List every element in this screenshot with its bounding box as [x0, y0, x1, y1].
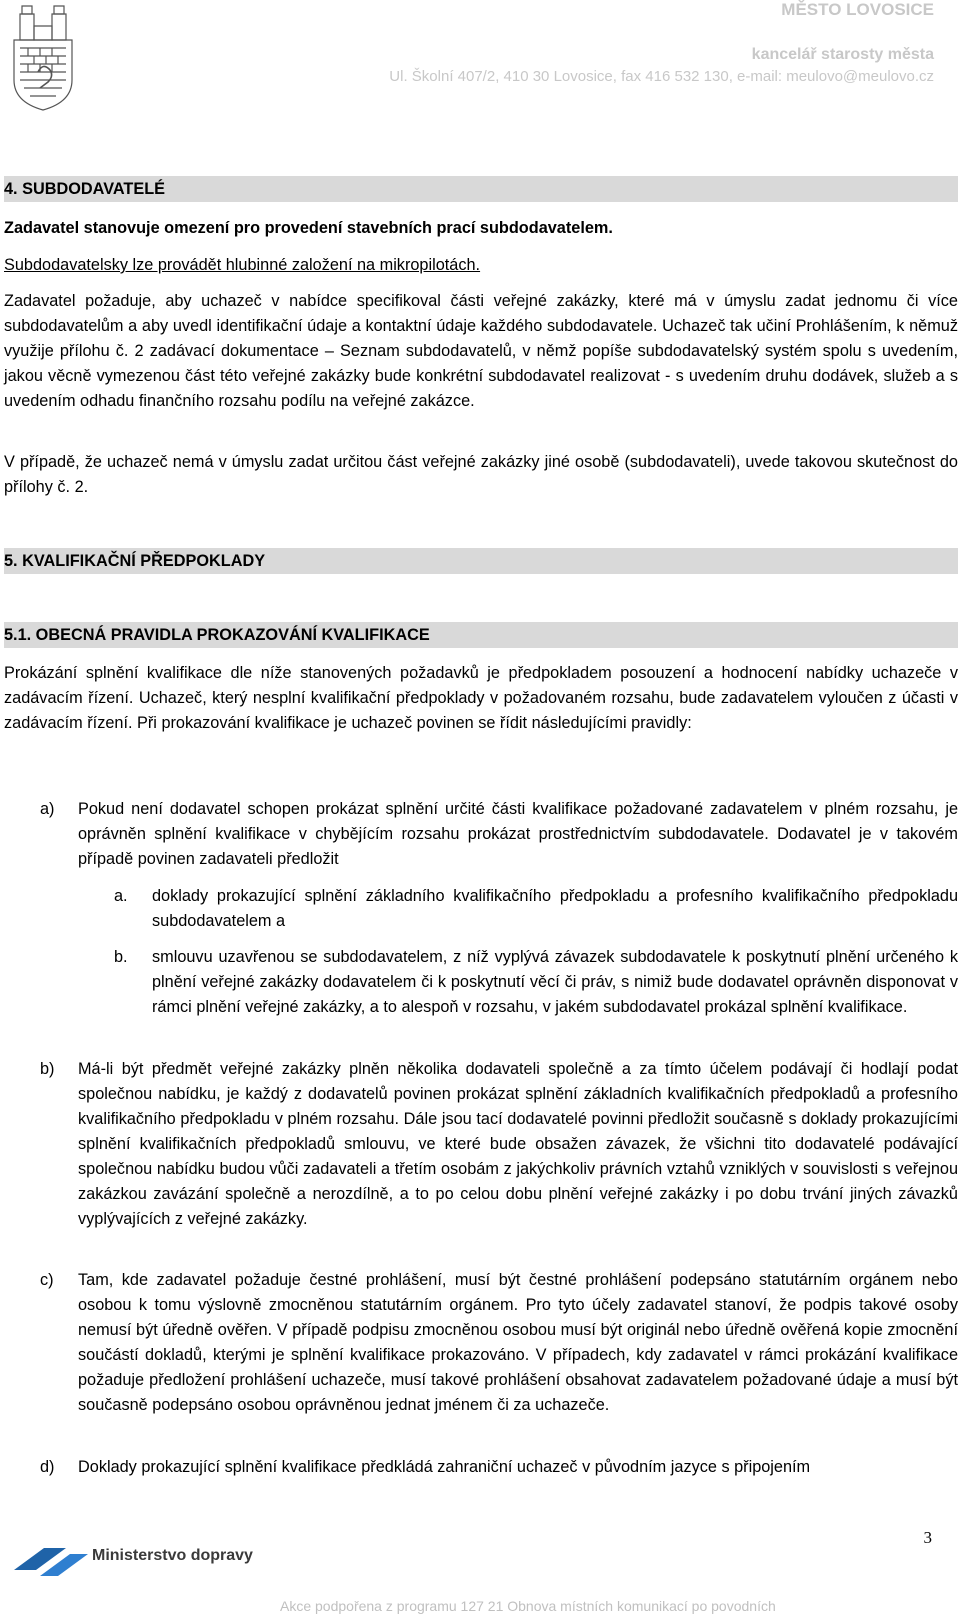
list-item-text: Pokud není dodavatel schopen prokázat splnění určité části kvalifikace požadované zadavatelem v plném rozsahu, je oprávněn splnění kvalifikace v chybějícím rozsahu prokázat prostřednictvím subdodavatele. Dodavatel je v takovém případě povinen zadavateli předložit	[78, 800, 958, 868]
office-address: Ul. Školní 407/2, 410 30 Lovosice, fax 416 532 130, e-mail: meulovo@meulovo.cz	[389, 68, 934, 85]
ministry-name: Ministerstvo dopravy	[92, 1547, 253, 1564]
section-4-paragraph-2: V případě, že uchazeč nemá v úmyslu zadat určitou část veřejné zakázky jiné osobě (subdodavateli), uvede takovou skutečnost do přílohy č. 2.	[4, 453, 958, 496]
town-name: MĚSTO LOVOSICE	[781, 0, 934, 19]
section-4-paragraph-1: Zadavatel požaduje, aby uchazeč v nabídce specifikoval části veřejné zakázky, které má v úmyslu zadat jednomu či více subdodavatelům a aby uvedl identifikační údaje a kontaktní údaje každého subdodavatele. Uchazeč tak učiní Prohlášením, k němuž využije přílohu č. 2 zadávací dokumentace – Seznam subdodavatelů, v němž popíše subdodavatelský systém spolu s uvedením, jakou věcně vymezenou část této veřejné zakázky bude konkrétní subdodavatel realizovat - s uvedením druhu dodávek, služeb a s uvedením odhadu finančního rozsahu podílu na veřejné zakázce.	[4, 292, 958, 410]
list-item-c	[40, 1268, 958, 1418]
section-5-heading: 5. KVALIFIKAČNÍ PŘEDPOKLADY	[4, 548, 958, 574]
list-item-a	[40, 797, 958, 872]
section-4-underlined-line: Subdodavatelsky lze provádět hlubinné založení na mikropilotách.	[4, 256, 481, 274]
list-marker: a)	[40, 800, 55, 818]
funding-note: Akce podpořena z programu 127 21 Obnova místních komunikací po povodních	[280, 1598, 776, 1614]
sub-list-marker: a.	[114, 887, 128, 905]
section-5-1-intro: Prokázání splnění kvalifikace dle níže stanovených požadavků je předpokladem posouzení a hodnocení nabídky uchazeče v zadávacím řízení. Uchazeč, který nesplní kvalifikační předpoklady v požadovaném rozsahu, bude zadavatelem vyloučen z účasti v zadávacím řízení. Při prokazování kvalifikace je uchazeč povinen se řídit následujícími pravidly:	[4, 664, 958, 732]
sub-item-b	[114, 945, 958, 1020]
sub-item-text: doklady prokazující splnění základního kvalifikačního předpokladu a profesního kvalifikačního předpokladu subdodavatelem a	[152, 887, 958, 930]
list-item-text: Doklady prokazující splnění kvalifikace předkládá zahraniční uchazeč v původním jazyce s připojením	[78, 1458, 811, 1476]
sub-list-marker: b.	[114, 948, 128, 966]
sub-item-text: smlouvu uzavřenou se subdodavatelem, z níž vyplývá závazek subdodavatele k poskytnutí plnění určeného k plnění veřejné zakázky dodavatelem či k poskytnutí věcí či práv, s nimiž bude dodavatel oprávněn disponovat v rámci plnění veřejné zakázky, a to alespoň v rozsahu, v jakém subdodavatel prokázal splnění kvalifikace.	[152, 948, 958, 1016]
section-4-bold-line: Zadavatel stanovuje omezení pro provedení stavebních prací subdodavatelem.	[4, 219, 613, 237]
section-5-1-heading: 5.1. OBECNÁ PRAVIDLA PROKAZOVÁNÍ KVALIFIKACE	[4, 622, 958, 648]
city-crest-logo	[8, 2, 78, 114]
list-item-text: Tam, kde zadavatel požaduje čestné prohlášení, musí být čestné prohlášení podepsáno statutárním orgánem nebo osobou k tomu výslovně zmocněnou statutárním orgánem. Pro tyto účely zadavatel stanoví, že podpis takové osoby nemusí být úředně ověřen. V případě podpisu zmocněnou osobou musí být originál nebo úředně ověřená kopie zmocnění součástí dokladů, kterými je splnění kvalifikace prokazováno. V případech, kdy zadavatel v rámci prokázání kvalifikace požaduje předložení prohlášení uchazeče, musí takové prohlášení obsahovat zadavatelem požadované údaje a musí být současně podepsáno osobou oprávněnou jednat jménem či za uchazeče.	[78, 1271, 958, 1414]
list-marker: d)	[40, 1458, 55, 1476]
sub-item-a	[114, 884, 958, 934]
office-name: kancelář starosty města	[751, 46, 934, 63]
list-marker: c)	[40, 1271, 54, 1289]
list-item-text: Má-li být předmět veřejné zakázky plněn několika dodavateli společně a za tímto účelem podávají či hodlají podat společnou nabídku, je každý z dodavatelů povinen prokázat splnění základních kvalifikačních předpokladů a profesního kvalifikačního předpokladu v plném rozsahu. Dále jsou tací dodavatelé povinni předložit současně s doklady prokazujícími splnění kvalifikačních předpokladů smlouvu, ve které bude obsažen závazek, že všichni tito dodavatelé podávající společnou nabídku budou vůči zadavateli a třetím osobám z jakýchkoliv právních vztahů vzniklých v souvislosti s veřejnou zakázkou zavázání společně a nerozdílně, a to po celou dobu plnění veřejné zakázky i po dobu trvání jiných závazků vyplývajících z veřejné zakázky.	[78, 1060, 958, 1228]
list-item-b	[40, 1057, 958, 1232]
section-4-heading: 4. SUBDODAVATELÉ	[4, 176, 958, 202]
list-item-d	[40, 1455, 958, 1480]
page-number: 3	[923, 1528, 932, 1547]
list-marker: b)	[40, 1060, 55, 1078]
